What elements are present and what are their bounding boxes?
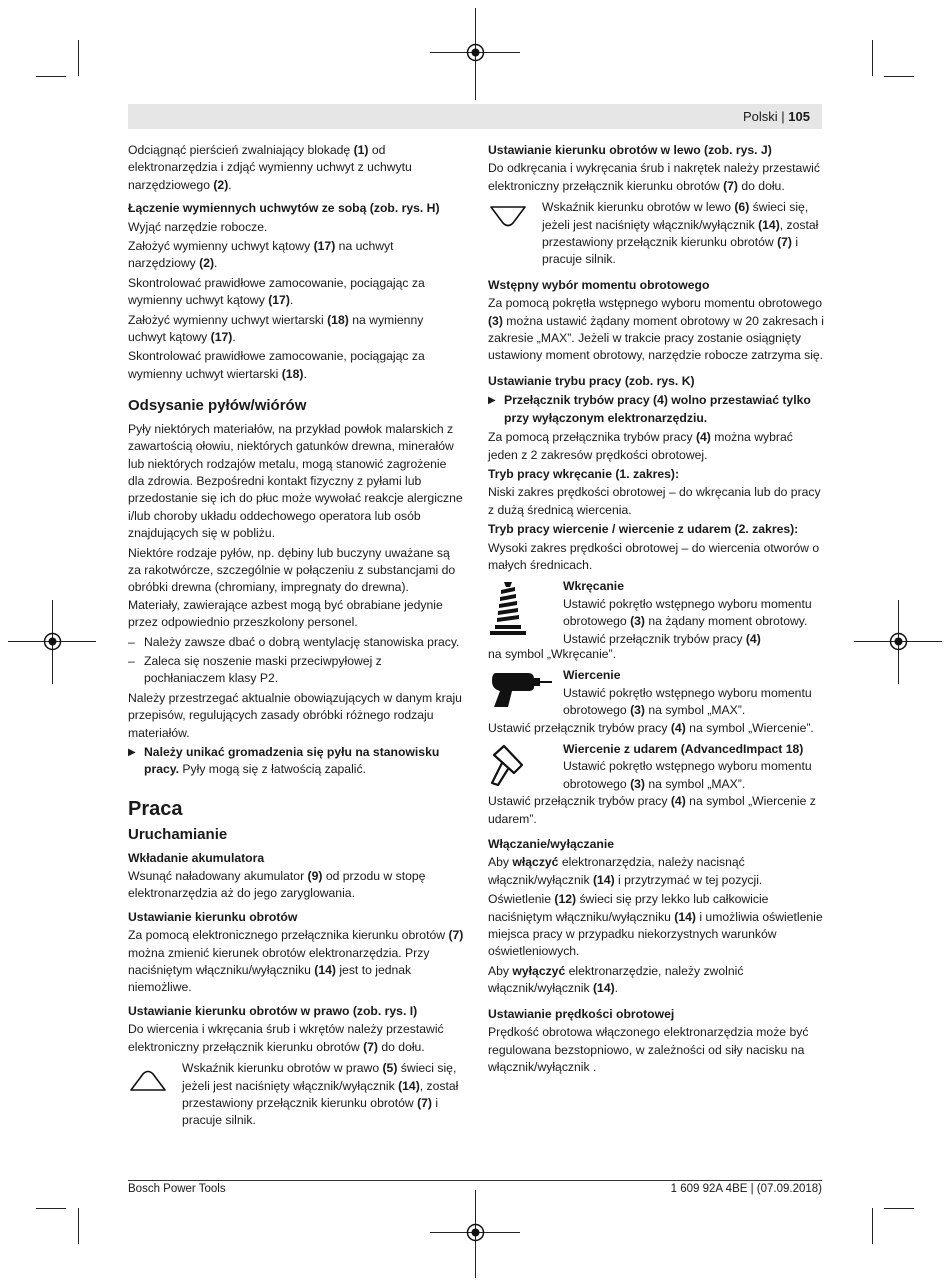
chapter-heading: Praca	[128, 797, 183, 820]
paragraph: Wsunąć naładowany akumulator (9) od przodu w stopę elektronarzędzia aż do jego zaryglowania.	[128, 869, 426, 901]
crop-mark	[872, 40, 873, 76]
paragraph: Ustawić przełącznik trybów pracy (4)	[563, 631, 761, 646]
paragraph: Wysoki zakres prędkości obrotowej – do wiercenia otworów o małych średnicach.	[488, 540, 820, 572]
header-language: Polski	[743, 109, 778, 124]
paragraph: Niski zakres prędkości obrotowej – do wkręcania lub do pracy z dużą średnicą wiercenia.	[488, 485, 821, 517]
section-heading: Odsysanie pyłów/wiórów	[128, 397, 307, 415]
paragraph: Wyjąć narzędzie robocze.	[128, 219, 268, 234]
list-item: – Należy zawsze dbać o dobrą wentylację stanowiska pracy.	[128, 634, 460, 649]
paragraph: Założyć wymienny uchwyt wiertarski (18) na wymienny uchwyt kątowy (17).	[128, 312, 424, 345]
registration-mark-icon	[888, 631, 909, 652]
indicator-note: Wskaźnik kierunku obrotów w prawo (5) świeci się, jeżeli jest naciśnięty włącznik/wyłącznik (14), został przestawiony przełącznik kierunku obrotów (7) i pracuje silnik.	[128, 1060, 464, 1130]
page-header	[128, 104, 822, 129]
registration-mark-icon	[465, 1222, 486, 1243]
header-text: Polski | 105	[743, 109, 810, 124]
crop-mark	[36, 76, 66, 77]
paragraph: Założyć wymienny uchwyt kątowy (17) na uchwyt narzędziowy (2).	[128, 239, 394, 271]
indicator-note: Wskaźnik kierunku obrotów w lewo (6) świeci się, jeżeli jest naciśnięty włącznik/wyłącznik (14), został przestawiony przełącznik kierunku obrotów (7) i pracuje silnik.	[488, 199, 824, 269]
left-column	[128, 142, 464, 1132]
paragraph: na symbol „Wkręcanie”.	[488, 646, 617, 661]
footer-brand: Bosch Power Tools	[128, 1183, 226, 1195]
subsection-heading: Tryb pracy wkręcanie (1. zakres):	[488, 466, 680, 481]
section-heading: Łączenie wymiennych uchwytów ze sobą (zob. rys. H)	[128, 201, 440, 216]
paragraph: Odciągnąć pierścień zwalniający blokadę (1) od elektronarzędzia i zdjąć wymienny uchwyt z uchwytu narzędziowego (2).	[128, 143, 412, 192]
subsection-heading: Wstępny wybór momentu obrotowego	[488, 277, 710, 292]
paragraph: Do odkręcania i wykręcania śrub i nakrętek należy przestawić elektroniczny przełącznik kierunku obrotów (7) do dołu.	[488, 161, 820, 193]
drill-icon	[488, 669, 554, 709]
mode-drilling	[488, 667, 824, 719]
arrow-icon: ▶	[128, 747, 136, 758]
paragraph: Pyły niektórych materiałów, na przykład powłok malarskich z zawartością ołowiu, niektórych gatunków drewna, minerałów lub niektórych rodzajów metalu, mogą stanowić zagrożenie dla zdrowia. Bezpośredni kontakt fizyczny z pyłami lub przedostanie się ich do płuc może wywołać reakcje alergiczne i/lub choroby układu oddechowego operatora lub osób znajdujących się w pobliżu.	[128, 421, 463, 541]
paragraph: Ustawić przełącznik trybów pracy (4) na symbol „Wiercenie z udarem”.	[488, 794, 816, 826]
paragraph: Ustawić pokrętło wstępnego wyboru momentu obrotowego (3) na żądany moment obrotowy.	[563, 596, 812, 629]
mode-impact-drilling	[488, 741, 824, 793]
paragraph: Za pomocą pokrętła wstępnego wyboru momentu obrotowego (3) można ustawić żądany moment obrotowy w 20 zakresach i zakresie „MAX”. Jeżeli w trakcie pracy zostanie osiągnięty ustawiony moment obrotowy, narzędzie robocze zatrzyma się.	[488, 296, 824, 363]
subsection-heading: Wkładanie akumulatora	[128, 850, 265, 865]
registration-mark-icon	[42, 631, 63, 652]
page-number: 105	[788, 109, 810, 124]
list-item: – Zaleca się noszenie maski przeciwpyłowej z pochłaniaczem klasy P2.	[128, 653, 382, 686]
crop-mark	[78, 1208, 79, 1244]
mode-title: Wiercenie	[563, 668, 621, 683]
crop-mark	[36, 1208, 66, 1209]
warning-item: ▶ Przełącznik trybów pracy (4) wolno przestawiać tylko przy wyłączonym elektronarzędziu.	[488, 393, 811, 425]
footer-divider	[128, 1180, 822, 1181]
paragraph: Prędkość obrotowa włączonego elektronarzędzia może być regulowana bezstopniowo, w zależności od siły nacisku na włącznik/wyłącznik .	[488, 1025, 809, 1074]
subsection-heading: Włączanie/wyłączanie	[488, 837, 614, 852]
paragraph: Aby włączyć elektronarzędzia, należy nacisnąć włącznik/wyłącznik (14) i przytrzymać w tej pozycji.	[488, 855, 763, 887]
subsection-heading: Ustawianie trybu pracy (zob. rys. K)	[488, 373, 695, 388]
paragraph: Należy przestrzegać aktualnie obowiązujących w danym kraju przepisów, regulujących zasady obróbki różnego rodzaju materiałów.	[128, 690, 462, 740]
paragraph: Niektóre rodzaje pyłów, np. dębiny lub buczyny uważane są za rakotwórcze, szczególnie w połączeniu z substancjami do obróbki drewna (chromiany, impregnaty do drewna). Materiały, zawierające azbest mogą być obrabiane jedynie przez odpowiednio przeszkolony personel.	[128, 545, 456, 630]
hammer-icon	[488, 743, 528, 787]
rotation-right-indicator-icon	[128, 1066, 168, 1096]
paragraph: Ustawić przełącznik trybów pracy (4) na symbol „Wiercenie”.	[488, 720, 814, 735]
mode-screwdriving	[488, 578, 824, 648]
paragraph: Aby wyłączyć elektronarzędzie, należy zwolnić włącznik/wyłącznik (14).	[488, 963, 744, 996]
subsection-heading: Ustawianie prędkości obrotowej	[488, 1006, 675, 1021]
arrow-icon: ▶	[488, 395, 496, 407]
subsection-heading: Tryb pracy wiercenie / wiercenie z udarem (2. zakres):	[488, 522, 799, 537]
paragraph: Skontrolować prawidłowe zamocowanie, pociągając za wymienny uchwyt wiertarski (18).	[128, 349, 425, 381]
right-column	[488, 142, 824, 1078]
subsection-heading: Ustawianie kierunku obrotów w lewo (zob. rys. J)	[488, 143, 772, 157]
paragraph: Za pomocą elektronicznego przełącznika kierunku obrotów (7) można zmienić kierunek obrotów elektronarzędzia. Przy naciśniętym włączniku/wyłączniku (14) jest to jednak niemożliwe.	[128, 928, 464, 995]
paragraph: Za pomocą przełącznika trybów pracy (4) można wybrać jeden z 2 zakresów prędkości obrotowej.	[488, 430, 793, 462]
crop-mark	[872, 1208, 873, 1244]
section-heading: Uruchamianie	[128, 826, 228, 844]
rotation-left-indicator-icon	[488, 201, 528, 231]
subsection-heading: Ustawianie kierunku obrotów	[128, 909, 298, 924]
mode-title: Wkręcanie	[563, 579, 624, 594]
crop-mark	[884, 76, 914, 77]
footer-code: 1 609 92A 4BE | (07.09.2018)	[670, 1183, 822, 1195]
paragraph: Do wiercenia i wkręcania śrub i wkrętów należy przestawić elektroniczny przełącznik kierunku obrotów (7) do dołu.	[128, 1022, 444, 1054]
screw-icon	[488, 578, 528, 638]
paragraph: Skontrolować prawidłowe zamocowanie, pociągając za wymienny uchwyt kątowy (17).	[128, 275, 425, 308]
registration-mark-icon	[465, 42, 486, 63]
paragraph: Oświetlenie (12) świeci się przy lekko lub całkowicie naciśniętym włączniku/wyłączniku (14) i umożliwia oświetlenie miejsca pracy w przypadku niekorzystnych warunków oświetleniowych.	[488, 892, 823, 959]
subsection-heading: Ustawianie kierunku obrotów w prawo (zob. rys. I)	[128, 1003, 418, 1018]
crop-mark	[78, 40, 79, 76]
crop-mark	[884, 1208, 914, 1209]
paragraph: Ustawić pokrętło wstępnego wyboru momentu obrotowego (3) na symbol „MAX”.	[563, 685, 812, 718]
paragraph: Ustawić pokrętło wstępnego wyboru momentu obrotowego (3) na symbol „MAX”.	[563, 759, 812, 791]
warning-item: ▶ Należy unikać gromadzenia się pyłu na stanowisku pracy. Pyły mogą się z łatwością zapalić.	[128, 745, 440, 777]
mode-title: Wiercenie z udarem (AdvancedImpact 18)	[563, 742, 804, 756]
